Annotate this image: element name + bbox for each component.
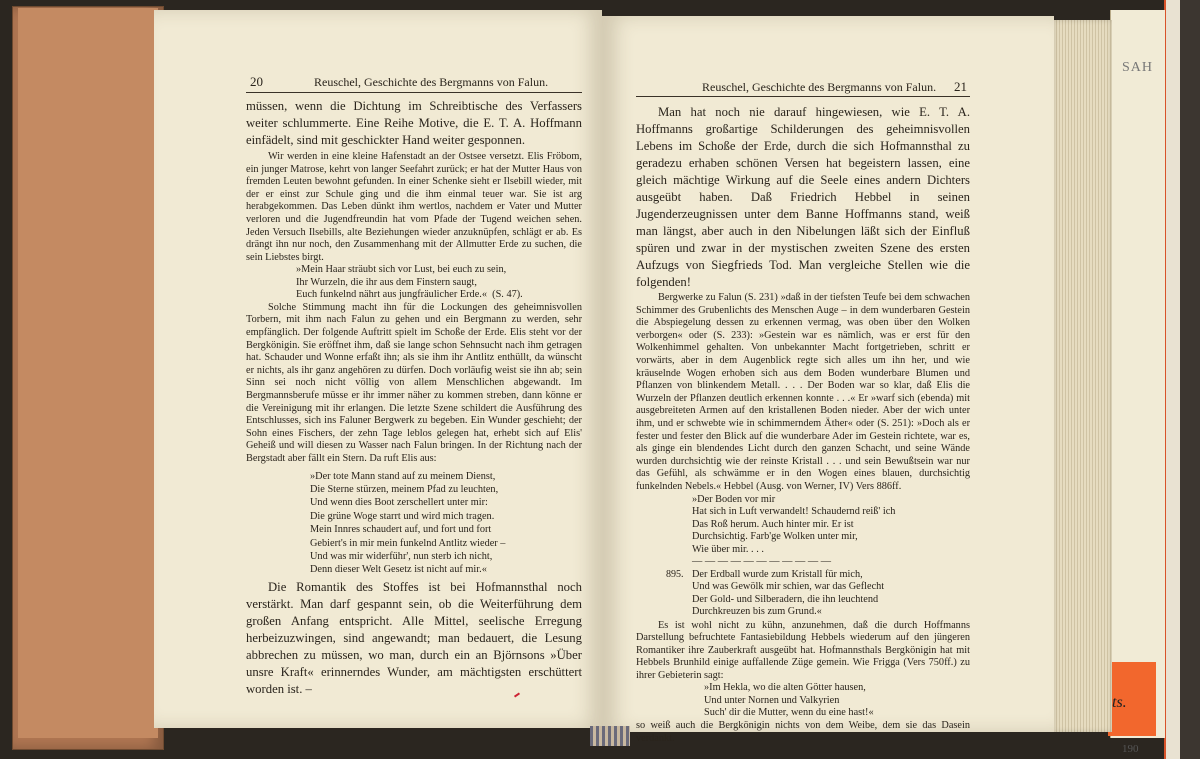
board-text: SAH [1122, 60, 1154, 75]
commentary-paragraph: Es ist wohl nicht zu kühn, anzunehmen, daß die durch Hoffmanns Darstellung befruchtete Fantasiebildung Hebbels wiederum auf den jüngeren Romantiker ihre Zauberkraft ausgeübt hat. Hofmannsthals Bergkönigin hat mit Hebbels Brunhild einige auffallende Züge gemein. Wie Frigga (Vers 750ff.) zu ihrer Gebieterin sagt: [636, 619, 970, 681]
header-rule [246, 92, 582, 93]
verse-quote: »Der Boden vor mir Hat sich in Luft verwandelt! Schaudernd reiß' ich Das Roß herum. Auch hinter mir. Er ist Durchsichtig. Farb'ge Wolken unter mir, Wie über mir. . . . — — — — — — — — — — — [692, 493, 896, 567]
page-edges [1054, 20, 1112, 732]
verse-quote: »Im Hekla, wo die alten Götter hausen, Und unter Nornen und Valkyrien Such' dir die Mutter, wenn du eine hast!« [704, 682, 874, 719]
right-page [602, 16, 1054, 744]
verse-line-number: 895. [666, 568, 684, 580]
verse-quote: »Der tote Mann stand auf zu meinem Dienst, Die Sterne stürzen, meinem Pfad zu leuchten, Und wenn dies Boot zerschellert unter mir: Die grüne Woge starrt und wird mich tragen. Mein Innres schaudert auf, und fort und fort Gebiert's in mir mein funkelnd Antlitz wieder – Und was mir widerführ', nun sterb ich nicht, Denn dieser Welt Gesetz ist nicht auf mir.« [310, 470, 506, 576]
dark-background-edge [1180, 0, 1200, 759]
verse-quote: »Mein Haar sträubt sich vor Lust, bei euch zu sein, Ihr Wurzeln, die ihr aus dem Finstern saugt, Euch funkelnd nährt aus jungfräulicher Erde.« (S. 47). [296, 264, 523, 301]
verse-quote: Der Erdball wurde zum Kristall für mich, Und was Gewölk mir schien, war das Geflecht Der Gold- und Silberadern, die ihn leuchtend Durchkreuzen bis zum Grund.« [692, 568, 885, 617]
summary-paragraph: Solche Stimmung macht ihn für die Lockungen des geheimnisvollen Torbern, mit ihm nach Falun zu gehen und ein Bergmann zu werden, sehr empfänglich. Der folgende Auftritt spielt im Schoße der Erde. Elis steht vor der Bergkönigin. Sie eröffnet ihm, daß sie lange schon Sehnsucht nach ihm getragen hat. Schauder und Wonne erfaßt ihn; als sie ihm ihr Antlitz enthüllt, da wünscht er nichts, als ihr ganz angehören zu dürfen. Doch vorläufig weist sie ihn ab; sein Sinn sei noch nicht völlig von allem Menschlichen abgewandt. Im Bergmannsberufe müsse er ihr immer näher zu kommen streben, dann könne er die Vereinigung mit ihr erlangen. Die letzte Szene schildert die Ausführung des Entschlusses, sich ins Faluner Bergwerk zu begeben. Ein Wunder geschieht; der Sohn eines Fischers, der zehn Tage leblos gelegen hat, erhebt sich auf Elis' Geheiß und will diesen zu Wasser nach Falun bringen. In der Richtung nach der Bergstadt aber fällt ein Stern. Da ruft Elis aus: [246, 301, 582, 464]
board-bottom-text: 190 [1122, 743, 1139, 755]
closing-line: so weiß auch die Bergkönigin nichts von dem Weibe, dem sie das Dasein verdankt. [636, 719, 970, 744]
header-rule [636, 96, 970, 97]
summary-paragraph: Wir werden in eine kleine Hafenstadt an der Ostsee versetzt. Elis Fröbom, ein junger Matrose, kehrt von langer Seefahrt zurück; er hat der Mutter Haus von fremden Leuten bewohnt gefunden. In einer Schenke sieht er Ilsebill wieder, mit der er einst zur Schule ging und die ihm einmal teuer war. Sie ist arg herabgekommen. Das Leben dünkt ihm wertlos, nachdem er Vater und Mutter verloren und die Jugendfreundin hat vom Pfade der Tugend weichen sehen. Jeden Versuch Ilsebills, alte Beziehungen wieder anzuknüpfen, schlägt er ab. Es drängt ihn nur noch, den Zusammenhang mit der Allmutter Erde zu suchen, die sein Liebstes birgt. [246, 151, 582, 263]
running-head: Reuschel, Geschichte des Bergmanns von Falun. [702, 80, 937, 94]
left-page [154, 10, 602, 728]
running-head: Reuschel, Geschichte des Bergmanns von Falun. [314, 75, 549, 89]
paragraph: Die Romantik des Stoffes ist bei Hofmannsthal noch verstärkt. Man darf gespannt sein, ob die Weiterführung dem großen Anfang entspricht. Alle Mittel, seelische Erregung herbeizuzwingen, sind angewandt; man bedauert, die Lesung abbrechen zu müssen, wo man, durch ein an Björnsons »Über unsre Kraft« erinnerndes Wunder, am mächtigsten erschüttert worden ist. – [246, 579, 582, 696]
paragraph: Man hat noch nie darauf hingewiesen, wie E. T. A. Hoffmanns großartige Schilderungen des geheimnisvollen Lebens im Schoße der Erde, durch die sich Hofmannsthal zu geradezu erhaben schönen Versen hat begeistern lassen, eine gleich mächtige Wirkung auf die Seele eines andern Dichters ausgeübt haben. Daß Friedrich Hebbel in seinen Jugenderzeugnissen unter dem Banne Hoffmanns stand, weiß man längst, aber auch in den Nibelungen läßt sich der Einfluß spüren und zwar in der mystischen zweiten Szene des ersten Aufzugs von Siegfrieds Tod. Man vergleiche Stellen wie die folgenden! [636, 105, 970, 289]
page-number: 20 [250, 74, 263, 89]
book-endpaper-left [18, 8, 158, 738]
binding-thread [590, 726, 630, 746]
paragraph: müssen, wenn die Dichtung im Schreibtische des Verfassers weiter schlummerte. Eine Reihe Motive, die E. T. A. Hoffmann einfädelt, sind mit geschickter Hand weiter gesponnen. [246, 99, 582, 147]
adjacent-board [1110, 10, 1165, 738]
orange-label-text: ts. [1112, 694, 1127, 711]
page-number: 21 [954, 79, 967, 94]
quotation-paragraph: Bergwerke zu Falun (S. 231) »daß in der tiefsten Teufe bei dem schwachen Schimmer des Grubenlichts des Menschen Auge – in dem wunderbaren Gestein die Abspiegelung dessen zu erkennen vermag, was oben über den Wolken verborgen« oder (S. 233): »Gestein war es nämlich, was er erst für den Wolkenhimmel gehalten. Von unbekannter Macht fortgetrieben, schritt er vorwärts, aber in dem Augenblick regte sich alles um ihn her, und wie kräuselnde Wogen erhoben sich aus dem Boden wunderbare Blumen und Pflanzen von blinkendem Metall. . . . Der Boden war so klar, daß Elis die Wurzeln der Pflanzen deutlich erkennen konnte . . .« Er »warf sich (ebenda) mit ausgebreiteten Armen auf den kristallenen Boden nieder. Aber der wich unter ihm, und er schwebte wie in schimmerndem Äther« oder (S. 251): »Doch als er fester und fester den Blick auf die wunderbare Ader im Gestein richtete, war es, als ginge ein blendendes Licht durch den ganzen Schacht, und seine Wände wurden durchsichtig wie der reinste Kristall . . . und sein Bewußtsein war nur das Gefühl, als schwämme er in den Wogen eines blauen, durchsichtig funkelnden Nebels.« Hebbel (Ausg. von Werner, IV) Vers 886ff. [636, 292, 970, 492]
